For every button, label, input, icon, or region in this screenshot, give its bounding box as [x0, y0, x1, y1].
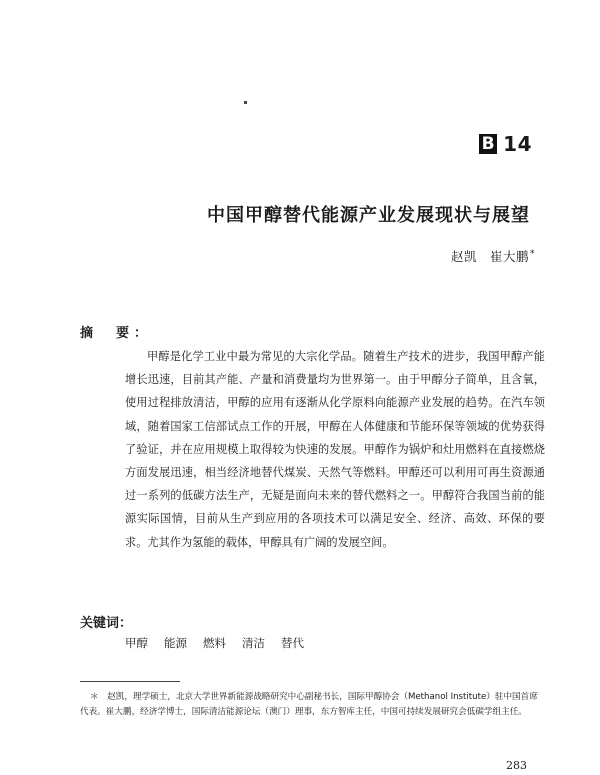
author-footnote: ＊ 赵凯，理学硕士，北京大学世界新能源战略研究中心副秘书长，国际甲醇协会（Methanol Institute）驻中国首席代表。崔大鹏，经济学博士，国际清洁能源论坛（澳门）理事，东方智库主任，中国可持续发展研究会低碳学组主任。: [80, 692, 538, 717]
keywords-list: [125, 635, 304, 651]
keyword: 清洁: [242, 636, 265, 650]
report-number: [479, 132, 532, 156]
keyword: 能源: [164, 636, 187, 650]
report-number-value: 14: [503, 132, 532, 156]
authors: [451, 247, 535, 265]
keyword: 甲醇: [125, 636, 148, 650]
author-names: 赵凯 崔大鹏: [450, 249, 529, 264]
keywords-label: 关键词：: [80, 616, 133, 631]
author-footnote-mark: *: [530, 248, 535, 259]
report-badge: B: [479, 134, 497, 154]
keyword: 燃料: [203, 636, 226, 650]
keyword: 替代: [281, 636, 304, 650]
abstract-text: 甲醇是化学工业中最为常见的大宗化学品。随着生产技术的进步，我国甲醇产能增长迅速，目前其产能、产量和消费量均为世界第一。由于甲醇分子简单，且含氧，使用过程排放清洁，甲醇的应用有逐渐从化学原料向能源产业发展的趋势。在汽车领域，随着国家工信部试点工作的开展，甲醇在人体健康和节能环保等领域的优势获得了验证，并在应用规模上取得较为快速的发展。甲醇作为锅炉和灶用燃料在直接燃烧方面发展迅速，相当经济地替代煤炭、天然气等燃料。甲醇还可以利用可再生资源通过一系列的低碳方法生产，无疑是面向未来的替代燃料之一。甲醇符合我国当前的能源实际国情，目前从生产到应用的各项技术可以满足安全、经济、高效、环保的要求。尤其作为氢能的载体，甲醇具有广阔的发展空间。: [125, 350, 545, 549]
page-mark: [244, 101, 247, 104]
abstract-label: 摘 要：: [80, 326, 153, 341]
footnote-divider: [80, 681, 180, 682]
article-title: 中国甲醇替代能源产业发展现状与展望: [207, 205, 530, 226]
page-number: 283: [506, 759, 527, 772]
